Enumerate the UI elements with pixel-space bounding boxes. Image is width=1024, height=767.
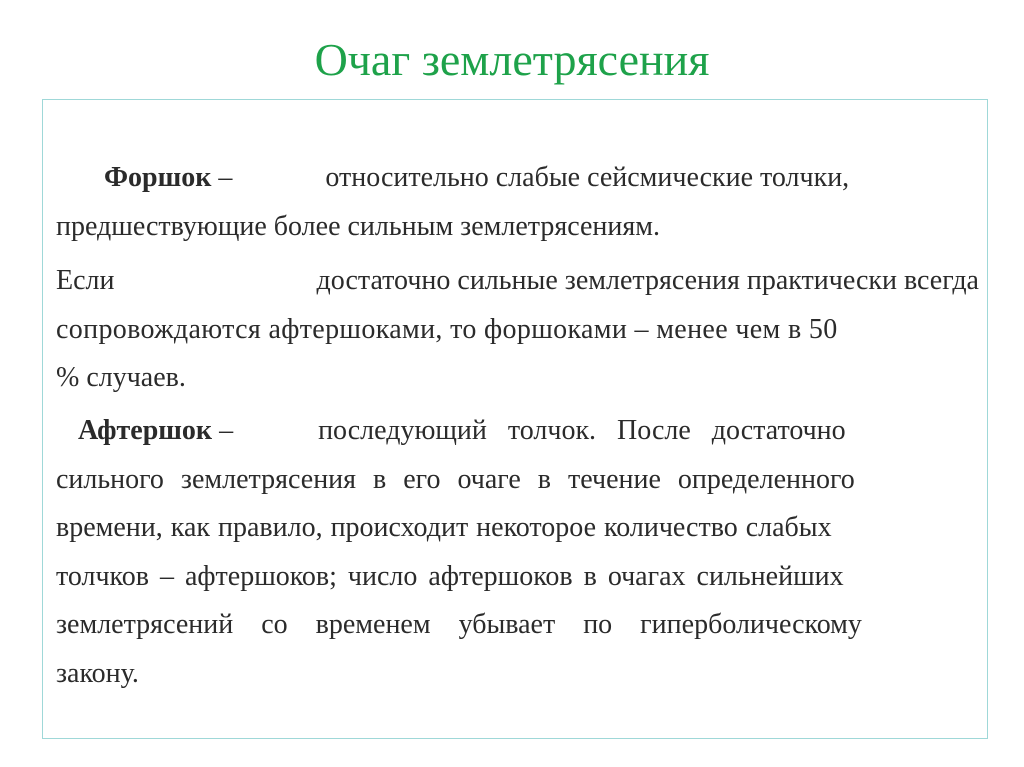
foreshock-line-1 xyxy=(56,154,979,203)
foreshock-term: Форшок xyxy=(104,162,212,193)
note-line-2: сопровождаются афтершоками, то форшоками – менее чем в 50 xyxy=(56,313,838,345)
foreshock-paragraph xyxy=(56,154,979,251)
note-paragraph xyxy=(56,257,979,403)
aftershock-dash: – xyxy=(219,415,234,446)
aftershock-line-5: землетрясений со временем убывает по гиперболическому xyxy=(56,609,862,640)
foreshock-definition-start: относительно слабые сейсмические толчки, xyxy=(325,162,850,193)
aftershock-line-6: закону. xyxy=(56,657,139,689)
note-line-1-rest: достаточно сильные землетрясения практически всегда xyxy=(316,265,979,296)
aftershock-line-3: времени, как правило, происходит некоторое количество слабых xyxy=(56,512,832,543)
aftershock-line-2: сильного землетрясения в его очаге в течение определенного xyxy=(56,463,855,495)
aftershock-paragraph xyxy=(56,407,979,698)
slide-title: Очаг землетрясения xyxy=(314,34,710,85)
foreshock-line-2: предшествующие более сильным землетрясениям. xyxy=(56,210,660,242)
aftershock-definition-start: последующий толчок. После достаточно xyxy=(318,415,846,446)
aftershock-line-1 xyxy=(56,407,979,456)
aftershock-term: Афтершок xyxy=(78,415,213,446)
note-word-if: Если xyxy=(56,265,115,296)
foreshock-dash: – xyxy=(218,162,233,193)
note-line-3: % случаев. xyxy=(56,362,186,393)
note-line-1 xyxy=(56,257,979,306)
aftershock-line-4: толчков – афтершоков; число афтершоков в очагах сильнейших xyxy=(56,560,844,592)
